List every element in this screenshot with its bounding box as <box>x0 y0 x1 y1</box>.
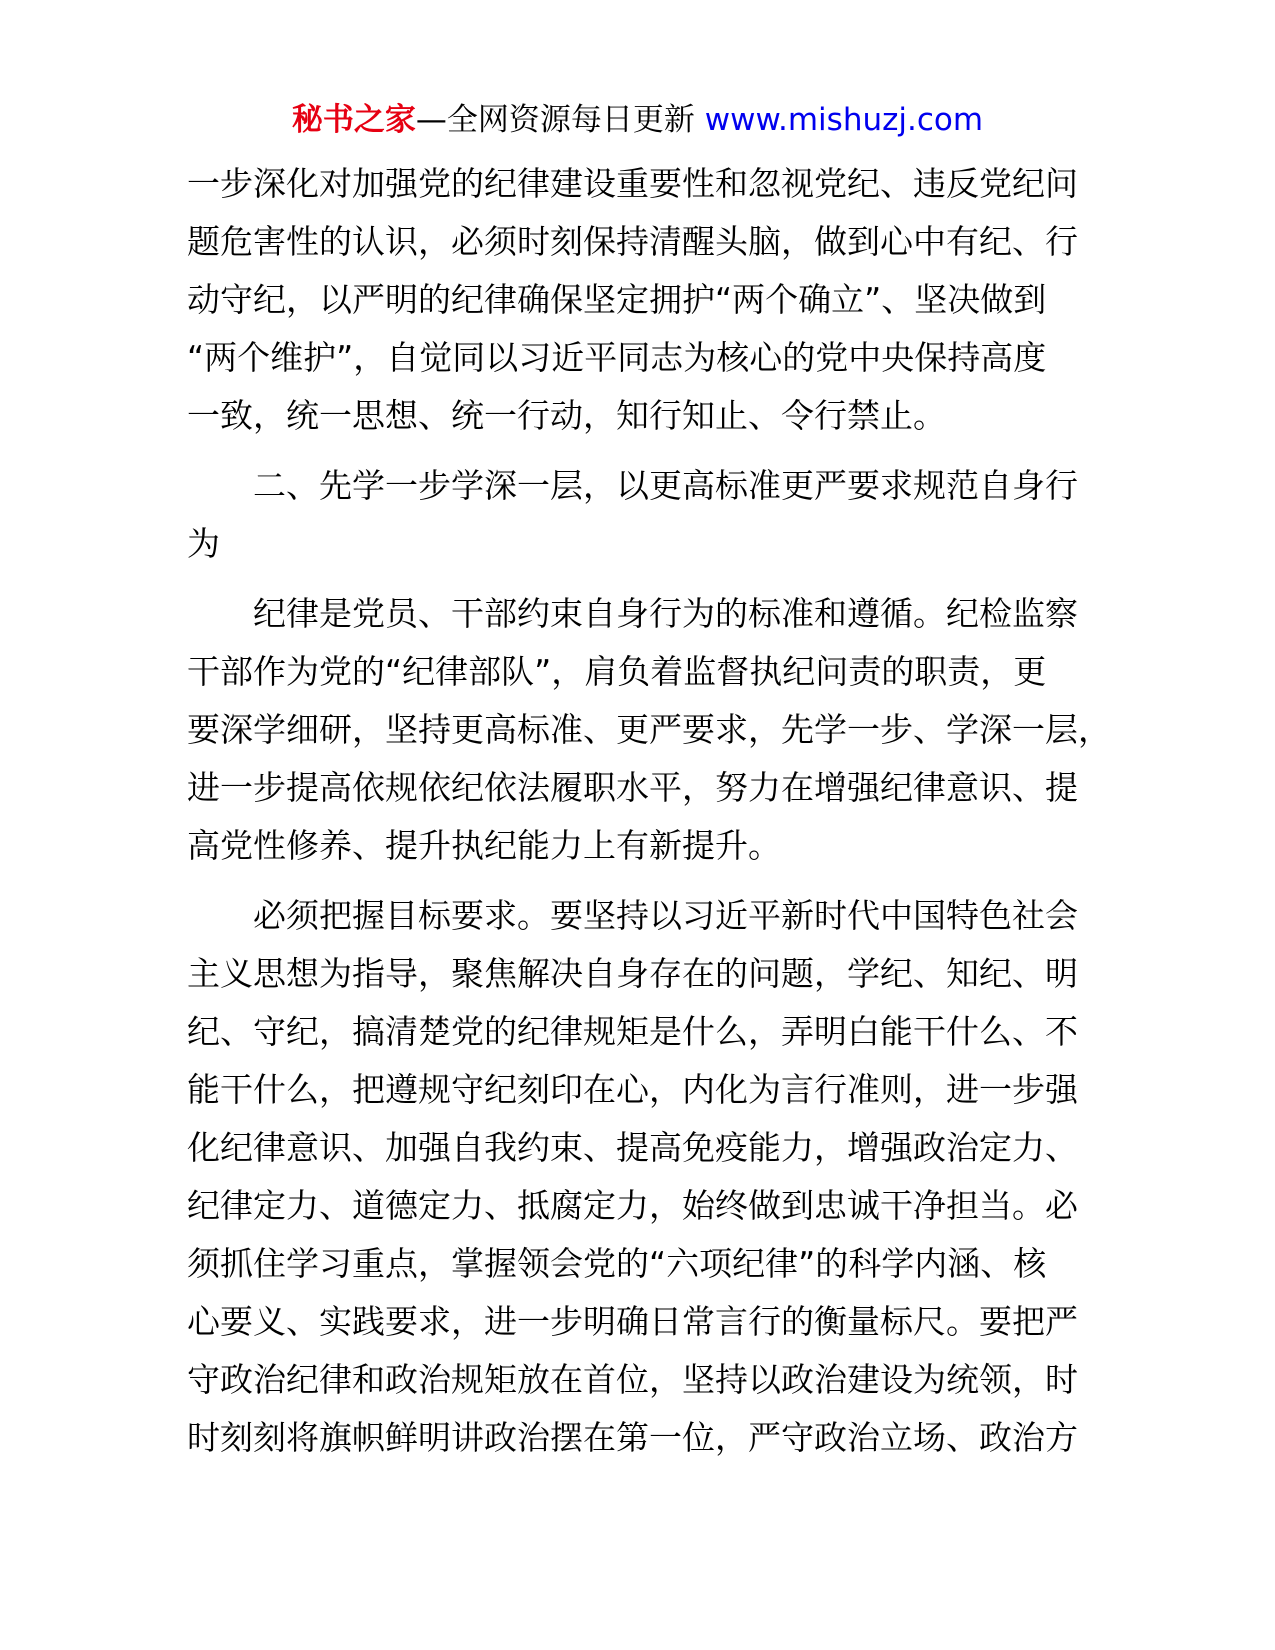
paragraph <box>187 155 1087 445</box>
section-heading <box>187 457 1087 573</box>
text-line: 主义思想为指导，聚焦解决自身存在的问题，学纪、知纪、明 <box>187 954 1078 993</box>
text-line: 进一步提高依规依纪依法履职水平，努力在增强纪律意识、提 <box>187 768 1078 807</box>
text-line: 一致，统一思想、统一行动，知行知止、令行禁止。 <box>187 396 946 435</box>
text-line: 一步深化对加强党的纪律建设重要性和忽视党纪、违反党纪问 <box>187 164 1078 203</box>
paragraph <box>187 887 1087 1467</box>
site-url-link[interactable]: www.mishuzj.com <box>704 102 984 138</box>
text-line: 心要义、实践要求，进一步明确日常言行的衡量标尺。要把严 <box>187 1302 1078 1341</box>
site-header <box>0 98 1275 142</box>
text-line: 须抓住学习重点，掌握领会党的“六项纪律”的科学内涵、核 <box>187 1244 1047 1283</box>
text-line: “两个维护”，自觉同以习近平同志为核心的党中央保持高度 <box>187 338 1047 377</box>
brand-name: 秘书之家 <box>291 102 416 138</box>
text-line: 时刻刻将旗帜鲜明讲政治摆在第一位，严守政治立场、政治方 <box>187 1418 1078 1457</box>
text-line: 高党性修养、提升执纪能力上有新提升。 <box>187 826 781 865</box>
text-line: 干部作为党的“纪律部队”，肩负着监督执纪问责的职责，更 <box>187 652 1047 691</box>
text-line: 必须把握目标要求。要坚持以习近平新时代中国特色社会 <box>187 896 1078 935</box>
document-body <box>187 155 1111 1467</box>
text-line: 纪律定力、道德定力、抵腐定力，始终做到忠诚干净担当。必 <box>187 1186 1078 1225</box>
text-line: 要深学细研，坚持更高标准、更严要求，先学一步、学深一层， <box>187 710 1111 749</box>
text-line: 二、先学一步学深一层，以更高标准更严要求规范自身行 <box>187 466 1078 505</box>
header-tagline: —全网资源每日更新 <box>415 102 695 138</box>
text-line: 动守纪，以严明的纪律确保坚定拥护“两个确立”、坚决做到 <box>187 280 1047 319</box>
text-line: 纪、守纪，搞清楚党的纪律规矩是什么，弄明白能干什么、不 <box>187 1012 1078 1051</box>
text-line: 纪律是党员、干部约束自身行为的标准和遵循。纪检监察 <box>187 594 1078 633</box>
text-line: 为 <box>187 524 220 563</box>
paragraph <box>187 585 1111 875</box>
text-line: 守政治纪律和政治规矩放在首位，坚持以政治建设为统领，时 <box>187 1360 1078 1399</box>
text-line: 能干什么，把遵规守纪刻印在心，内化为言行准则，进一步强 <box>187 1070 1078 1109</box>
text-line: 化纪律意识、加强自我约束、提高免疫能力，增强政治定力、 <box>187 1128 1078 1167</box>
text-line: 题危害性的认识，必须时刻保持清醒头脑，做到心中有纪、行 <box>187 222 1078 261</box>
